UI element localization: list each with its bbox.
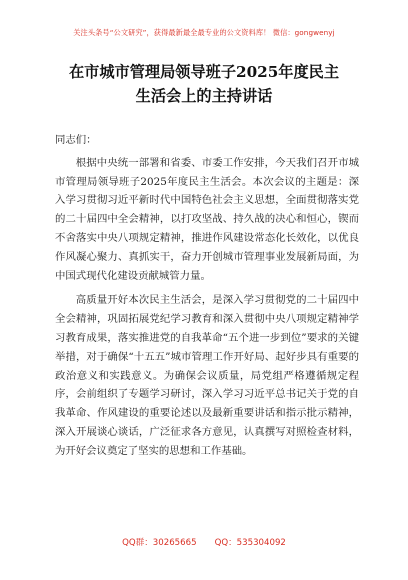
title-line-1: 在市城市管理局领导班子2025年度民主 (68, 63, 340, 81)
document-body (55, 131, 359, 461)
paragraph-2: 高质量开好本次民主生活会，是深入学习贯彻党的二十届四中全会精神，巩固拓展党纪学习教育和深入贯彻中央八项规定精神学习教育成果，落实推进党的自我革命“五个进一步到位”要求的关键举措，对于确保“十五五”城市管理工作开好局、起好步具有重要的政治意义和实践意义。为确保会议质量，局党组严格遵循规定程序，会前组织了专题学习研讨，深入学习习近平总书记关于党的自我革命、作风建设的重要论述以及最新重要讲话和指示批示精神，深入开展谈心谈话，广泛征求各方意见，认真撰写对照检查材料，为开好会议奠定了坚实的思想和工作基础。 (55, 294, 359, 457)
header-promo-note: 关注头条号“公文研究”，获得最新最全最专业的公文资料库！ 微信：gongwenyj (73, 28, 335, 37)
title-line-2: 生活会上的主持讲话 (135, 87, 273, 105)
document-title (40, 60, 368, 108)
paragraph-1: 根据中央统一部署和省委、市委工作安排，今天我们召开市城市管理局领导班子2025年度民主生活会。本次会议的主题是：深入学习贯彻习近平新时代中国特色社会主义思想，全面贯彻落实党的二十届四中全会精神，以打攻坚战、持久战的决心和恒心，锲而不舍落实中央八项规定精神，推进作风建设常态化长效化，以优良作风凝心聚力、真抓实干，奋力开创城市管理事业发展新局面，为中国式现代化建设贡献城管力量。 (55, 156, 359, 282)
salutation: 同志们： (55, 134, 97, 146)
footer-qq: QQ：535304092 (214, 538, 286, 548)
footer-contact (0, 536, 408, 548)
footer-qq-group: QQ群：30265665 (122, 538, 197, 548)
